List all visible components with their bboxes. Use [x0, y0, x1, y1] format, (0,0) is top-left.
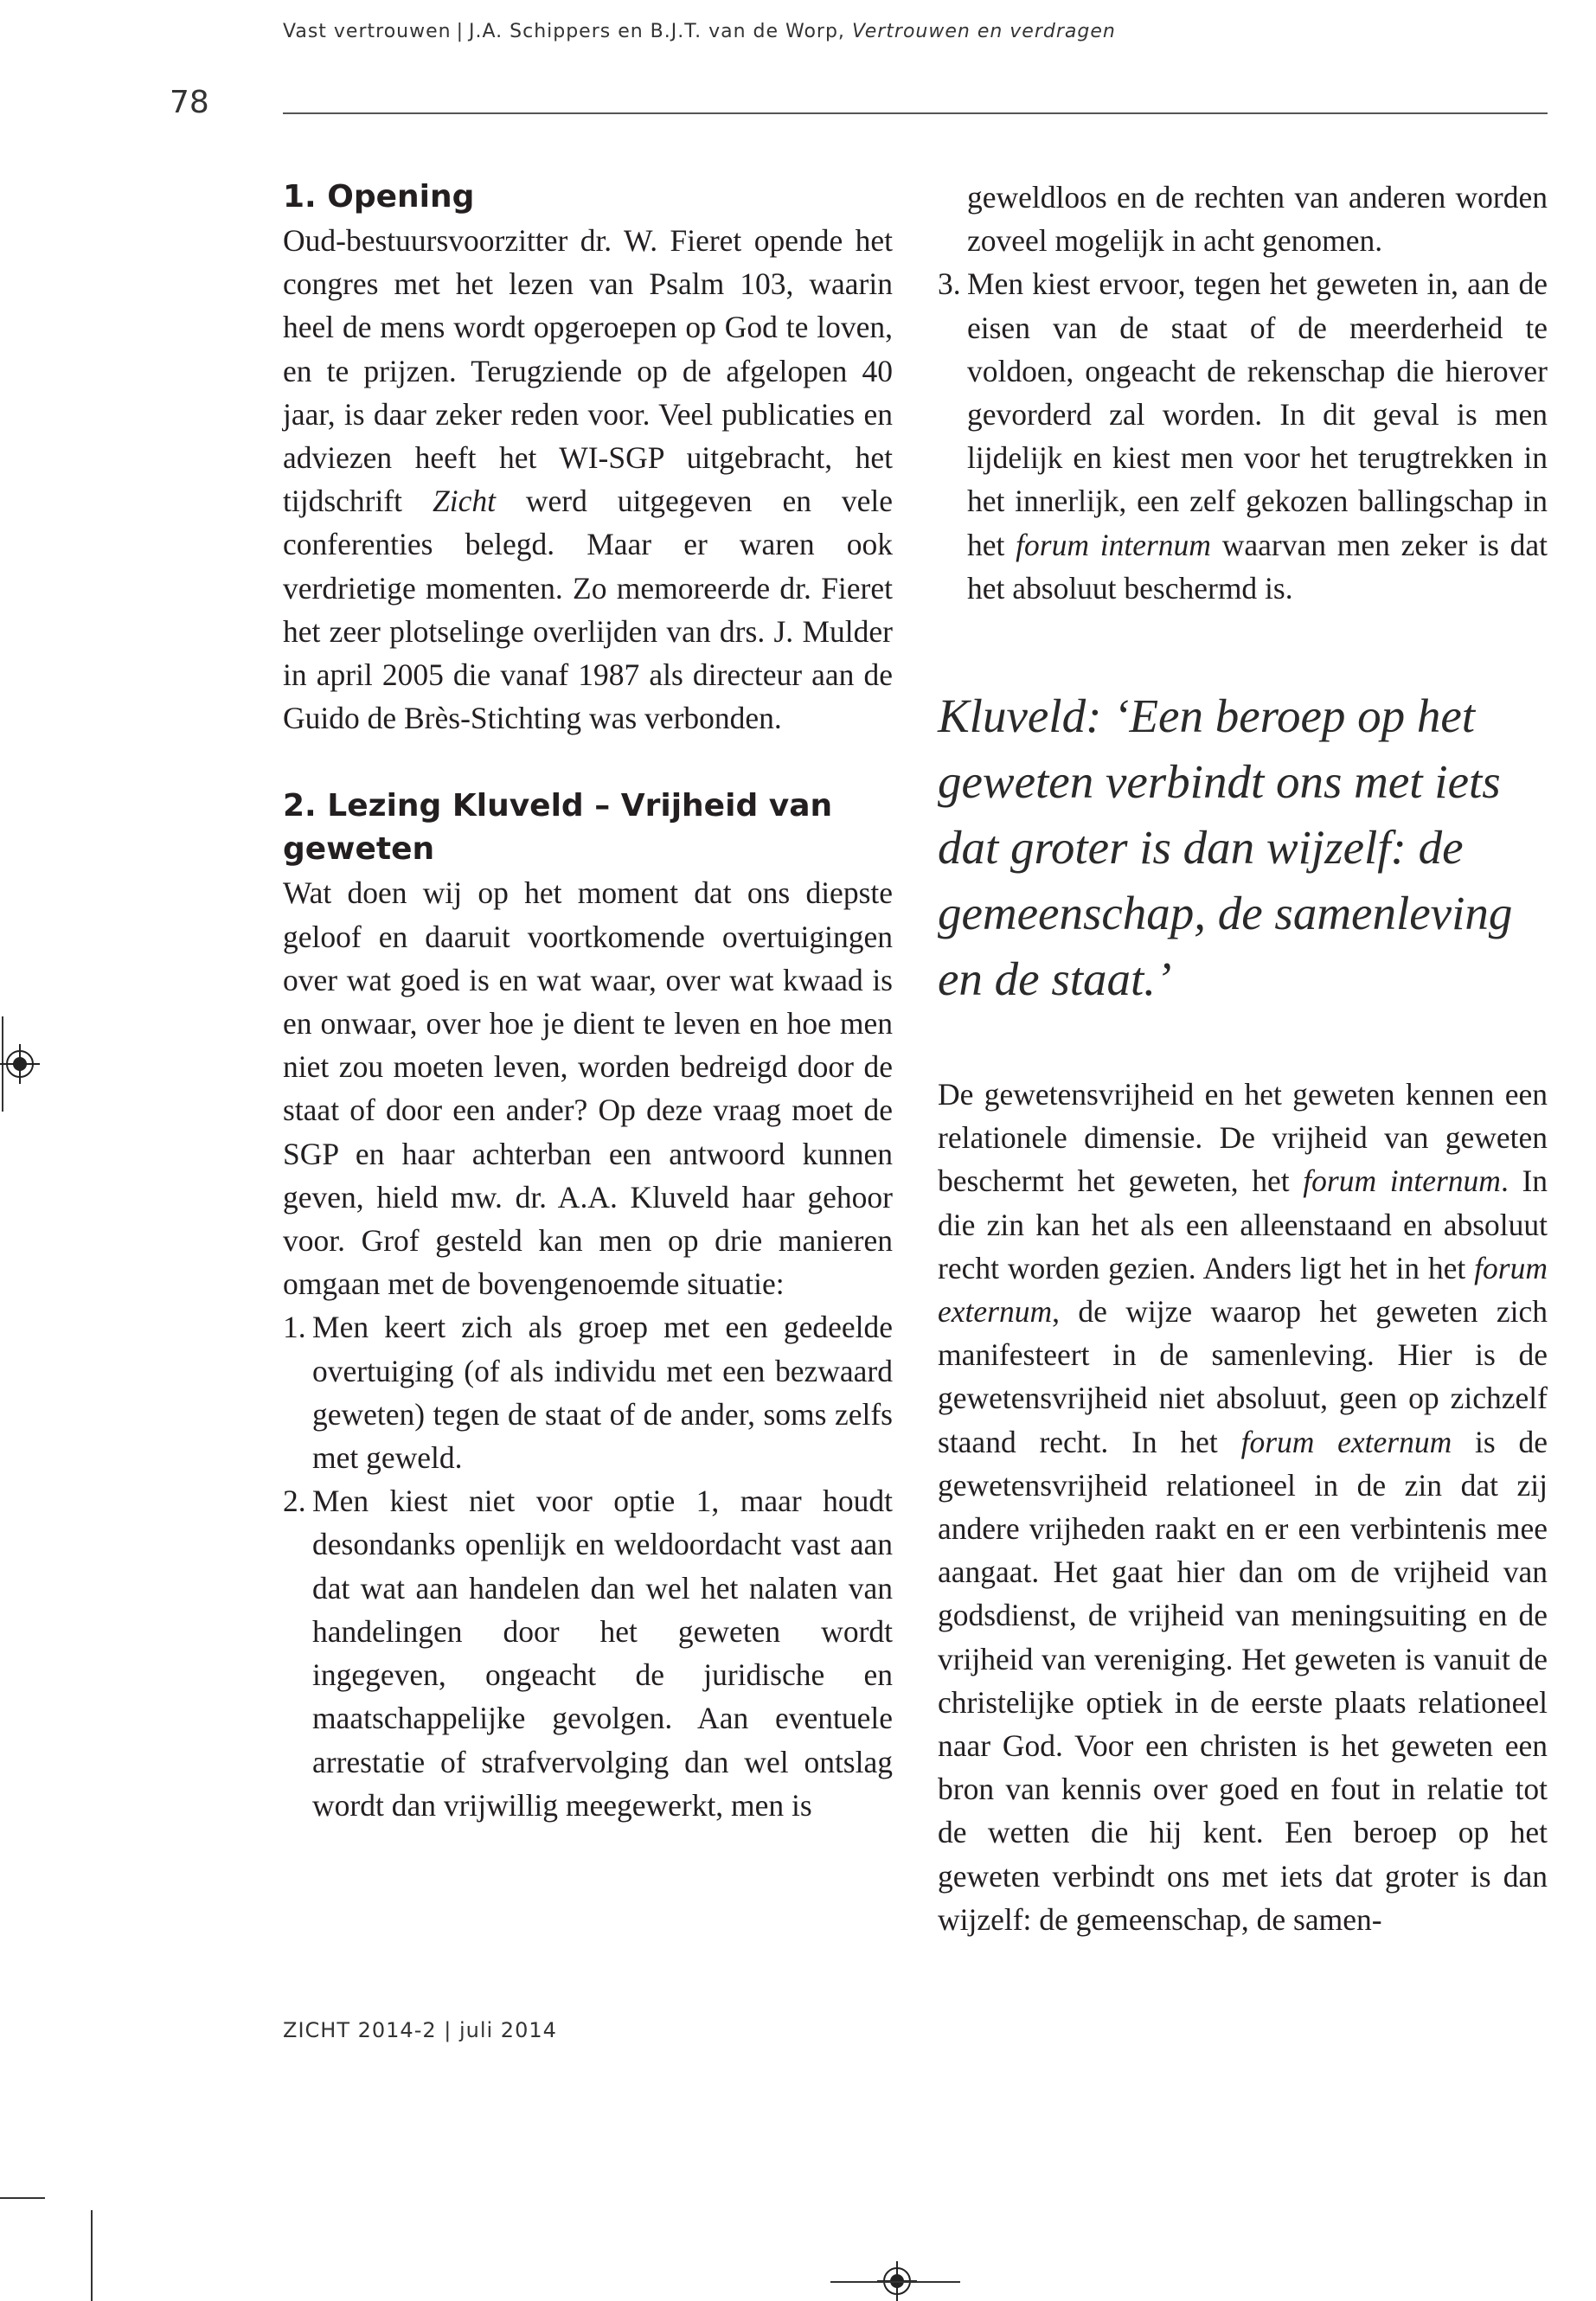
list-item-text: geweldloos en de rechten van anderen worden zoveel mogelijk in acht genomen.	[967, 180, 1548, 259]
list-item-text-end: waarvan men zeker is dat het absoluut beschermd is.	[967, 527, 1548, 606]
running-head	[283, 21, 1116, 42]
journal-name: Zicht	[432, 484, 496, 519]
paragraph-text: , de wijze waarop het geweten zich manifesteert in de samenleving. Hier is de gewetensvrijheid niet absoluut, geen op zichzelf staand recht. In het	[938, 1294, 1548, 1459]
running-head-separator: |	[456, 21, 464, 42]
list-item	[938, 262, 1548, 610]
italic-term: forum externum	[938, 1250, 1548, 1330]
list-item	[283, 1305, 893, 1479]
list-item	[938, 176, 1548, 262]
running-head-journal: Vast vertrouwen	[283, 21, 452, 42]
footer: ZICHT 2014-2 | juli 2014	[283, 2018, 557, 2042]
list-item-italic: forum internum	[1016, 527, 1211, 562]
left-column	[283, 176, 893, 1827]
list-item-text: Men kiest niet voor optie 1, maar houdt desondanks openlijk en weldoordacht vast aan dat wat aan handelen dan wel het nalaten van handelingen door het geweten wordt ingegeven, ongeacht de juridische en maatschappelijke gevolgen. Aan eventuele arrestatie of strafvervolging dan wel ontslag wordt dan vrijwillig meegewerkt, men is	[312, 1484, 893, 1823]
list-number: 2.	[283, 1484, 306, 1519]
list-item-text: Men keert zich als groep met een gedeelde overtuiging (of als individu met een bezwaard geweten) tegen de staat of de ander, soms zelfs met geweld.	[312, 1310, 893, 1476]
running-head-title: Vertrouwen en verdragen	[851, 21, 1116, 42]
italic-term: forum internum	[1303, 1163, 1501, 1199]
list-number: 1.	[283, 1310, 306, 1345]
crop-line	[830, 2281, 960, 2283]
paragraph-lecture: Wat doen wij op het moment dat ons diepste geloof en daaruit voortkomende overtuigingen over wat goed is en wat waar, over wat kwaad is en onwaar, over hoe je dient te leven en hoe men niet zou moeten leven, worden bedreigd door de staat of door een ander? Op deze vraag moet de SGP en haar achterban een antwoord kunnen geven, hield mw. dr. A.A. Kluveld haar gehoor voor. Grof gesteld kan men op drie manieren omgaan met de bovengenoemde situatie:	[283, 875, 893, 1302]
section-heading-opening: 1. Opening	[283, 179, 475, 215]
crop-line	[0, 2197, 45, 2199]
paragraph-text: . In die zin kan het als een alleenstaand en absoluut recht worden gezien. Anders ligt het in het	[938, 1163, 1548, 1285]
right-column	[938, 176, 1548, 1941]
paragraph-opening-text: Oud-bestuursvoorzitter dr. W. Fieret opende het congres met het lezen van Psalm 103, waarin heel de mens wordt opgeroepen op God te loven, en te prijzen. Terugziende op de afgelopen 40 jaar, is daar zeker reden voor. Veel publicaties en adviezen heeft het WI-SGP uitgebracht, het tijdschrift	[283, 223, 893, 519]
page-number: 78	[170, 85, 209, 120]
section-heading-lecture: 2. Lezing Kluveld – Vrijheid van geweten	[283, 788, 833, 868]
paragraph-text: is de gewetensvrijheid relationeel in de zin dat zij andere vrijheden raakt en er een verbintenis mee aangaat. Het gaat hier dan om de vrijheid van godsdienst, de vrijheid van meningsuiting en de vrijheid van vereniging. Het geweten is vanuit de christelijke optiek in de eerste plaats relationeel naar God. Voor een christen is het geweten een bron van kennis over goed en fout in relatie tot de wetten die hij kent. Een beroep op het geweten verbindt ons met iets dat groter is dan wijzelf: de gemeenschap, de samen-	[938, 1424, 1548, 1937]
pull-quote: Kluveld: ‘Een beroep op het geweten verbindt ons met iets dat groter is dan wijzelf: de gemeenschap, de samenleving en de staat.’	[938, 689, 1513, 1006]
running-head-authors: J.A. Schippers en B.J.T. van de Worp,	[469, 21, 845, 42]
paragraph-relational	[938, 1073, 1548, 1941]
list-item-text: Men kiest ervoor, tegen het geweten in, aan de eisen van de staat of de meerderheid te voldoen, ongeacht de rekenschap die hierover gevorderd zal worden. In dit geval is men lijdelijk en kiest men voor het terugtrekken in het innerlijk, een zelf gekozen ballingschap in het	[967, 266, 1548, 562]
header-rule	[283, 112, 1548, 114]
italic-term: forum externum	[1240, 1424, 1452, 1459]
options-list	[283, 1305, 893, 1826]
paragraph-opening-text-end: werd uitgegeven en vele conferenties belegd. Maar er waren ook verdrietige momenten. Zo memoreerde dr. Fieret het zeer plotselinge overlijden van drs. J. Mulder in april 2005 die vanaf 1987 als directeur aan de Guido de Brès-Stichting was verbonden.	[283, 484, 894, 736]
options-list-continued	[938, 176, 1548, 610]
list-number: 3.	[938, 266, 961, 302]
paragraph-opening	[283, 219, 893, 740]
registration-mark-icon	[0, 1044, 40, 1084]
crop-line	[91, 2210, 93, 2301]
paragraph-text: De gewetensvrijheid en het geweten kennen een relationele dimensie. De vrijheid van geweten beschermt het geweten, het	[938, 1077, 1548, 1199]
list-item	[283, 1479, 893, 1827]
